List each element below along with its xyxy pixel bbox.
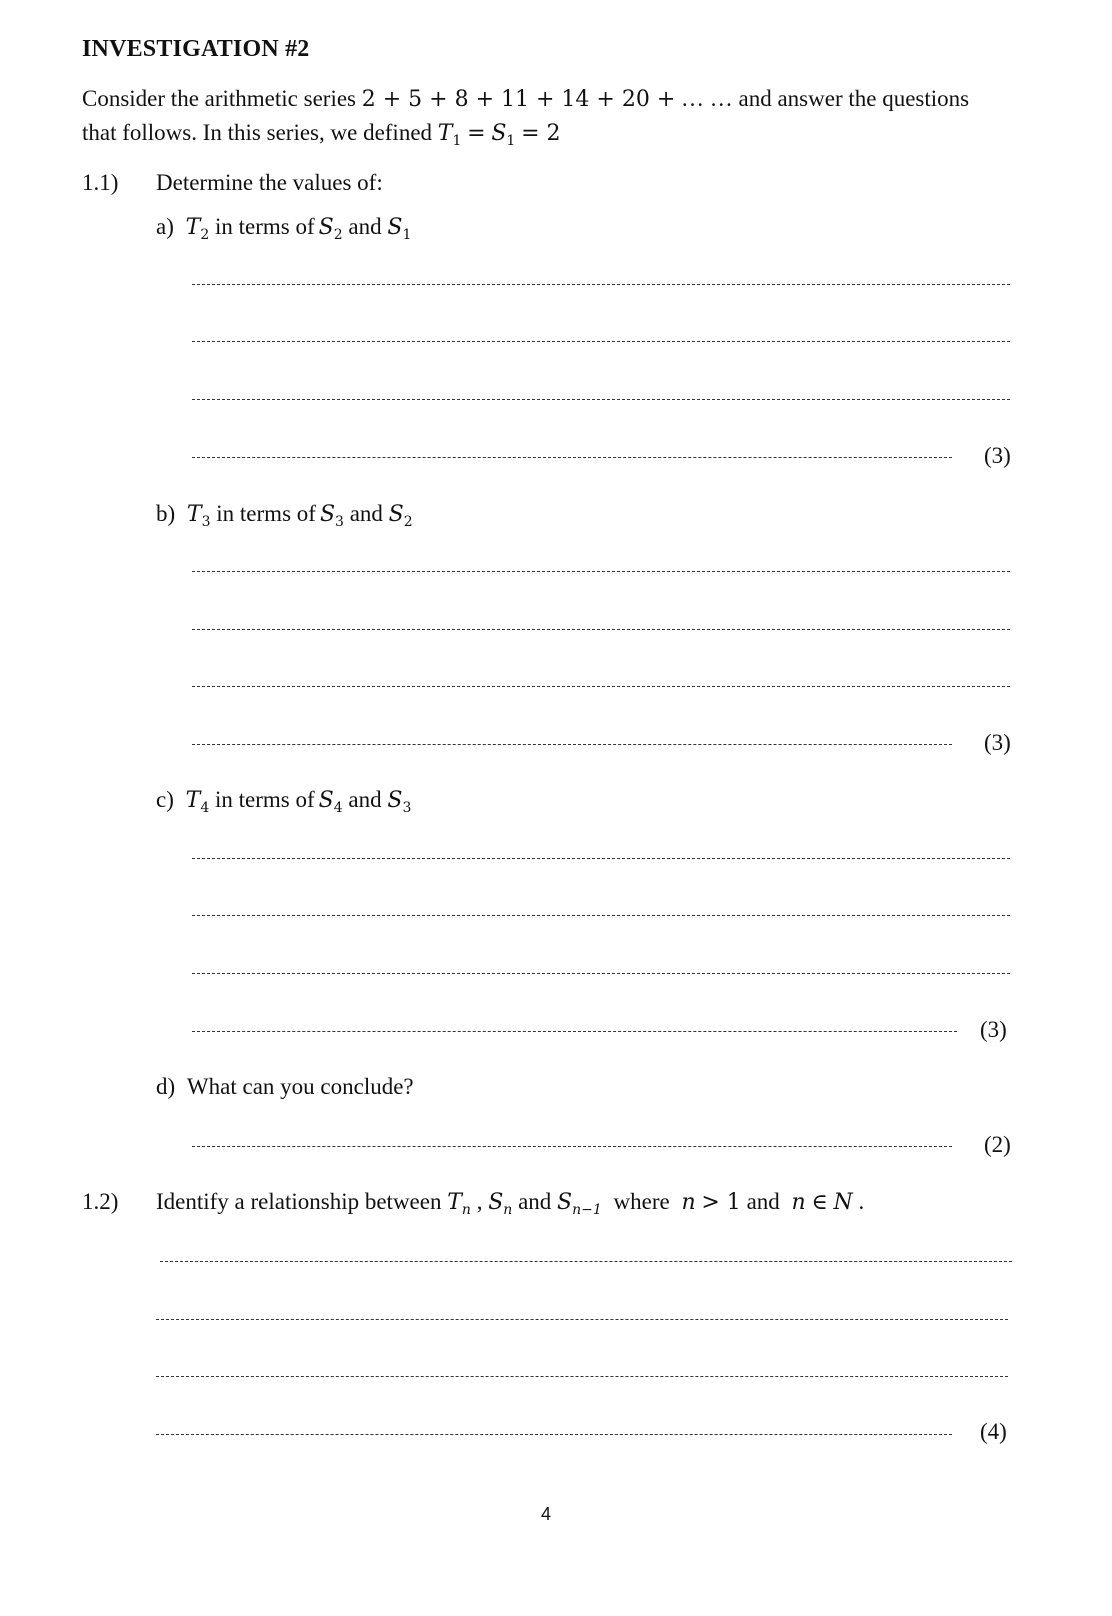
s1-symbol: $S_1$ (387, 215, 412, 243)
t2-symbol: $T_2$ (185, 215, 210, 243)
question-prompt-1-1: Determine the values of: (156, 170, 383, 195)
marks-1-2: (4) (980, 1419, 1007, 1444)
greater-than-one: > 1 (701, 1190, 741, 1215)
answer-line[interactable] (192, 744, 952, 745)
s4-symbol: $S_4$ (318, 788, 343, 816)
answer-line[interactable] (156, 1319, 1008, 1320)
marks-c: (3) (980, 1017, 1007, 1042)
page-number: 4 (541, 1504, 552, 1524)
page-title: INVESTIGATION #2 (82, 36, 310, 62)
t3-symbol: $T_3$ (186, 502, 211, 530)
period: . (858, 1189, 865, 1214)
question-number-1-1: 1.1) (82, 170, 119, 195)
tn-symbol: $T_n$ (447, 1190, 471, 1218)
marks-b: (3) (984, 730, 1011, 755)
subquestion-label: d) (156, 1074, 176, 1099)
n-variable: n (681, 1190, 696, 1215)
subquestion-c (156, 787, 412, 816)
answer-line[interactable] (192, 973, 1010, 974)
where-word: where (613, 1189, 670, 1214)
answer-line[interactable] (192, 399, 1010, 400)
subquestion-text: in terms of (214, 214, 315, 239)
intro-line-1 (82, 86, 969, 112)
arithmetic-series: 2 + 5 + 8 + 11 + 14 + 20 + (361, 87, 676, 112)
subquestion-label: b) (156, 501, 176, 526)
answer-line[interactable] (192, 858, 1010, 859)
element-of-icon: ∈ (811, 1190, 828, 1215)
equals-two: = 2 (521, 121, 561, 146)
subquestion-b (156, 501, 413, 530)
subquestion-text: in terms of (214, 787, 315, 812)
marks-a: (3) (984, 443, 1011, 468)
subquestion-text: What can you conclude? (186, 1074, 414, 1099)
subquestion-label: a) (156, 214, 174, 239)
answer-line[interactable] (192, 571, 1010, 572)
s3-symbol: $S_3$ (319, 502, 344, 530)
subquestion-a (156, 214, 412, 243)
s2-symbol: $S_2$ (318, 215, 343, 243)
comma: , (476, 1189, 483, 1214)
and-word: and (348, 214, 382, 239)
answer-line[interactable] (192, 341, 1010, 342)
t1-symbol: $T_1$ (437, 121, 462, 149)
and-word: and (746, 1189, 780, 1214)
answer-line[interactable] (192, 1146, 952, 1147)
n-variable: n (791, 1190, 806, 1215)
question-prompt-1-2 (156, 1189, 865, 1218)
and-word: and (348, 787, 382, 812)
answer-line[interactable] (192, 1031, 957, 1032)
answer-line[interactable] (156, 1376, 1008, 1377)
t4-symbol: $T_4$ (185, 788, 210, 816)
series-ellipsis: … … (681, 86, 733, 111)
answer-line[interactable] (160, 1261, 1012, 1262)
s3-symbol: $S_3$ (387, 788, 412, 816)
intro-text-end: and answer the questions (738, 86, 970, 111)
prompt-text: Identify a relationship between (156, 1189, 442, 1214)
answer-line[interactable] (192, 629, 1010, 630)
intro-text-2: that follows. In this series, we defined (82, 120, 433, 145)
answer-line[interactable] (192, 284, 1010, 285)
answer-line[interactable] (192, 457, 952, 458)
sn-minus-1-symbol: $S_{n-1}$ (557, 1190, 602, 1218)
marks-d: (2) (984, 1132, 1011, 1157)
intro-line-2 (82, 120, 561, 149)
s2-symbol: $S_2$ (388, 502, 413, 530)
equals-sign: = (467, 121, 486, 146)
natural-numbers-symbol: N (833, 1190, 853, 1215)
and-word: and (518, 1189, 552, 1214)
sn-symbol: $S_n$ (488, 1190, 513, 1218)
s1-symbol: $S_1$ (491, 121, 516, 149)
intro-text: Consider the arithmetic series (82, 86, 357, 111)
answer-line[interactable] (192, 686, 1010, 687)
subquestion-text: in terms of (216, 501, 316, 526)
question-number-1-2: 1.2) (82, 1189, 119, 1214)
answer-line[interactable] (192, 915, 1010, 916)
answer-line[interactable] (156, 1434, 952, 1435)
and-word: and (349, 501, 383, 526)
subquestion-label: c) (156, 787, 174, 812)
subquestion-d (156, 1074, 414, 1100)
